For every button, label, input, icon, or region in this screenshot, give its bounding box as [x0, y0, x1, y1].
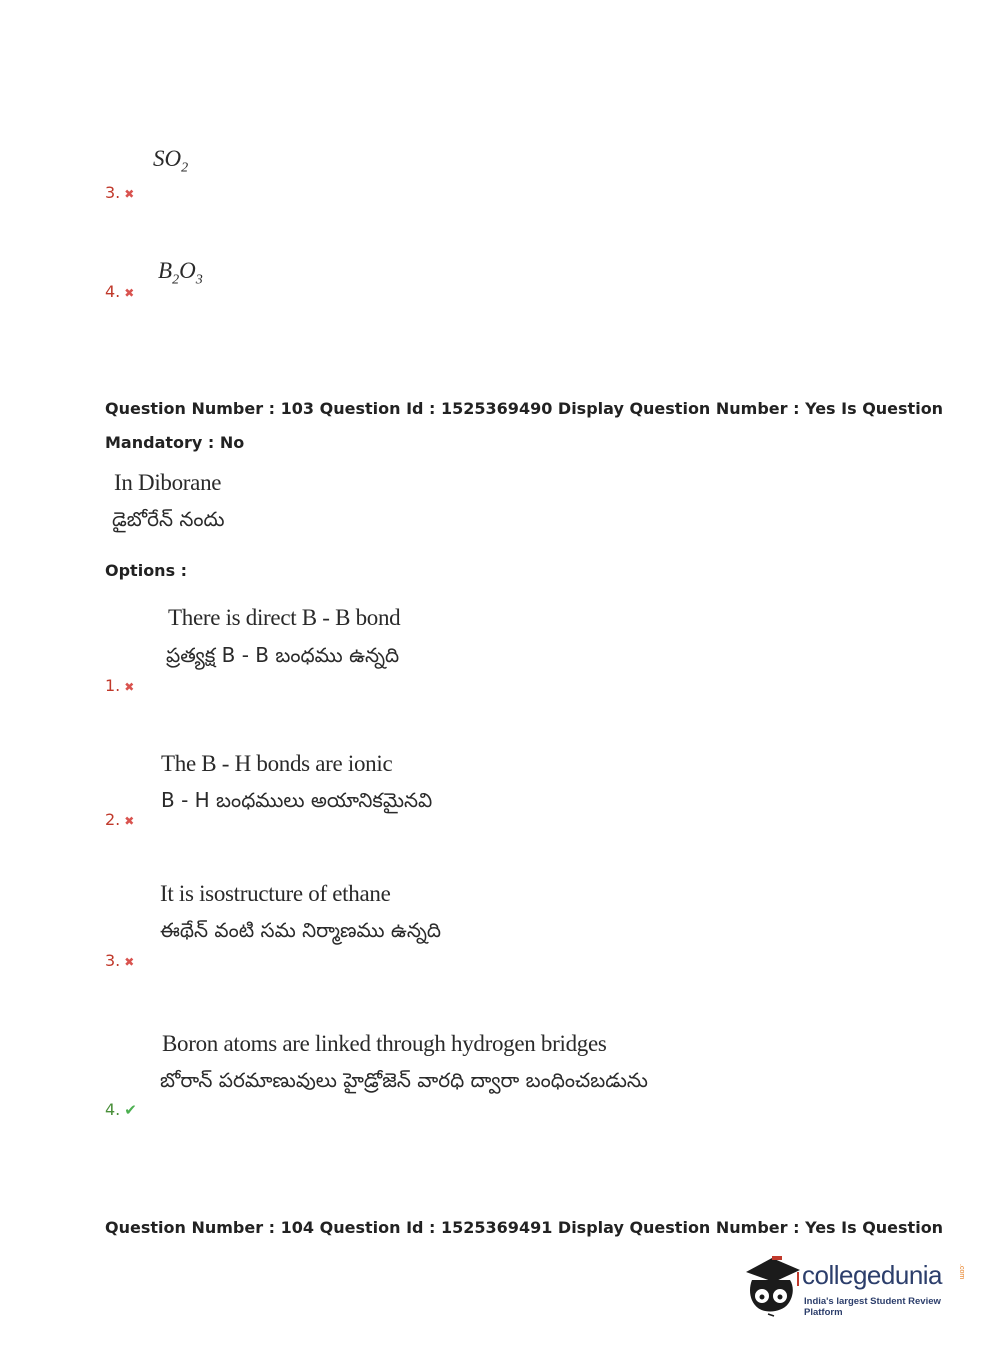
wrong-mark-icon: ✖ [124, 286, 135, 300]
question-header: Question Number : 103 Question Id : 1525369490 Display Question Number : Yes Is Question [105, 399, 944, 418]
option-3-telugu: ఈథేన్ వంటి సమ నిర్మాణము ఉన్నది [160, 918, 441, 942]
logo-tagline: India's largest Student Review Platform [804, 1296, 941, 1318]
question-text-telugu: డైబోరేన్ నందు [112, 507, 225, 531]
option-1-number: 1. ✖ [105, 676, 135, 695]
option-3-number: 3. ✖ [105, 183, 135, 202]
option-2-telugu: B - H బంధములు అయానికమైనవి [161, 788, 433, 812]
question-mandatory: Mandatory : No [105, 433, 245, 452]
option-4-telugu: బోరాన్ పరమాణువులు హైడ్రోజెన్ వారధి ద్వారా బంధించబడును [160, 1068, 648, 1092]
check-mark-icon: ✔ [124, 1101, 137, 1119]
option-4-number: 4. ✖ [105, 282, 135, 301]
option-2-number: 2. ✖ [105, 810, 135, 829]
option-4-formula: $B_2O_3$ [158, 258, 203, 288]
option-2-english: The B - H bonds are ionic [161, 751, 393, 776]
collegedunia-logo [742, 1250, 972, 1320]
question-header: Question Number : 104 Question Id : 1525369491 Display Question Number : Yes Is Question [105, 1218, 944, 1237]
option-4-english: Boron atoms are linked through hydrogen bridges [162, 1031, 607, 1056]
option-1-telugu: ప్రత్యక్ష B - B బంధము ఉన్నది [166, 643, 400, 667]
logo-suffix: .com [958, 1264, 965, 1280]
wrong-mark-icon: ✖ [124, 955, 135, 969]
mascot-icon [742, 1250, 804, 1320]
logo-wordmark: collegedunia [802, 1260, 943, 1290]
wrong-mark-icon: ✖ [124, 680, 135, 694]
option-1-english: There is direct B - B bond [168, 605, 401, 630]
options-label: Options : [105, 561, 188, 580]
question-text-english: In Diborane [114, 470, 222, 495]
option-3-english: It is isostructure of ethane [160, 881, 391, 906]
option-3-number: 3. ✖ [105, 951, 135, 970]
wrong-mark-icon: ✖ [124, 187, 135, 201]
option-3-formula: $SO_2$ [153, 146, 189, 176]
wrong-mark-icon: ✖ [124, 814, 135, 828]
option-4-number: 4. ✔ [105, 1100, 137, 1119]
